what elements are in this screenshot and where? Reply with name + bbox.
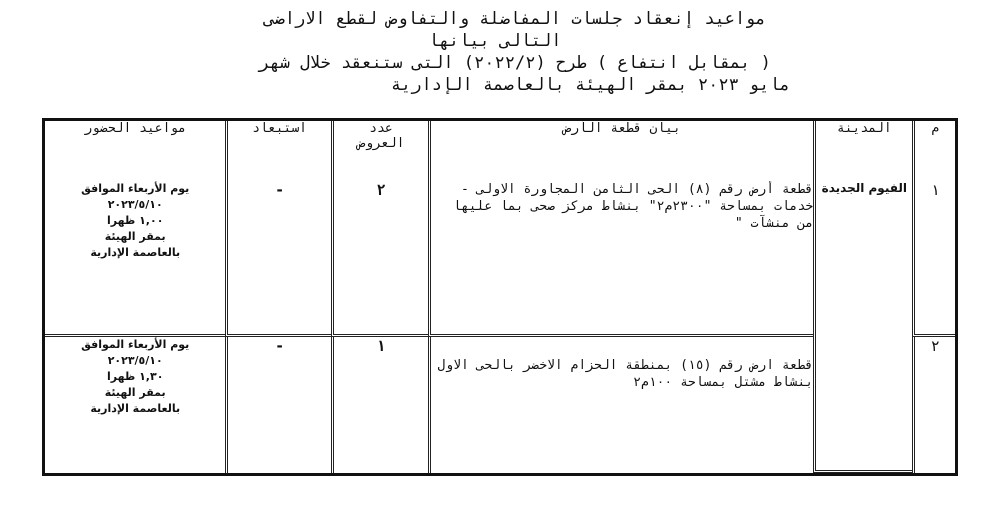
sessions-table <box>42 118 958 476</box>
row-2-appt-place1: بمقر الهيئة <box>104 386 166 400</box>
row-2-appointment <box>45 337 225 473</box>
row-1-description: قطعة أرض رقم (٨) الحى الثامن المجاورة الاولى - خدمات بمساحة "٢٣٠٠م٢" بنشاط مركز صحى بما عليها من منشآت " <box>428 181 813 337</box>
row-2-appt-date: ٢٠٢٣/٥/١٠ <box>107 354 163 368</box>
header-line-2: التالى بيانها <box>428 31 562 51</box>
row-2-offers: ١ <box>331 337 428 473</box>
row-1-appt-day: يوم الأربعاء الموافق <box>81 182 190 195</box>
col-header-offers-line1: عدد <box>369 121 393 136</box>
col-header-description: بيان قطعة الأرض <box>428 121 813 181</box>
col-header-city: المدينة <box>813 121 912 181</box>
row-2-description: قطعة ارض رقم (١٥) بمنطقة الحزام الاخضر بالحى الاول بنشاط مشتل بمساحة ١٠٠م٢ <box>428 337 813 473</box>
row-1-num: ١ <box>912 181 955 337</box>
row-1-exclusion: - <box>225 181 330 337</box>
col-header-exclusion: استبعاد <box>225 121 330 181</box>
row-1-appt-place2: بالعاصمة الإدارية <box>90 246 181 259</box>
row-2-appt-time: ١,٣٠ ظهرا <box>107 370 164 384</box>
row-2-num: ٢ <box>912 337 955 473</box>
row-2-appt-day: يوم الأربعاء الموافق <box>81 338 190 352</box>
row-2-exclusion: - <box>225 337 330 473</box>
row-1-appt-place1: بمقر الهيئة <box>104 230 166 243</box>
row-1-appt-date: ٢٠٢٣/٥/١٠ <box>107 198 163 211</box>
col-header-appointments: مواعيد الحضور <box>84 121 187 136</box>
col-header-offers-line2: العروض <box>357 136 405 151</box>
row-2-appt-place2: بالعاصمة الإدارية <box>90 402 181 416</box>
row-1-offers: ٢ <box>331 181 428 337</box>
header-line-4: مايو ٢٠٢٣ بمقر الهيئة بالعاصمة الإدارية <box>390 75 790 95</box>
document-header <box>150 8 880 96</box>
col-header-num: م <box>912 121 955 181</box>
header-line-1: مواعيد إنعقاد جلسات المفاضلة والتفاوض لقطع الاراضى <box>264 9 766 29</box>
header-line-3: ( بمقابل انتفاع ) طرح (٢٠٢٢/٢) التى ستنعقد خلال شهر <box>259 53 771 73</box>
table-header-row <box>45 121 955 181</box>
row-1-appointment <box>45 181 225 337</box>
city-cell: الفيوم الجديدة <box>813 181 912 473</box>
row-1-appt-time: ١,٠٠ ظهرا <box>107 214 164 227</box>
table-row <box>45 181 955 337</box>
col-header-offers <box>331 121 428 181</box>
